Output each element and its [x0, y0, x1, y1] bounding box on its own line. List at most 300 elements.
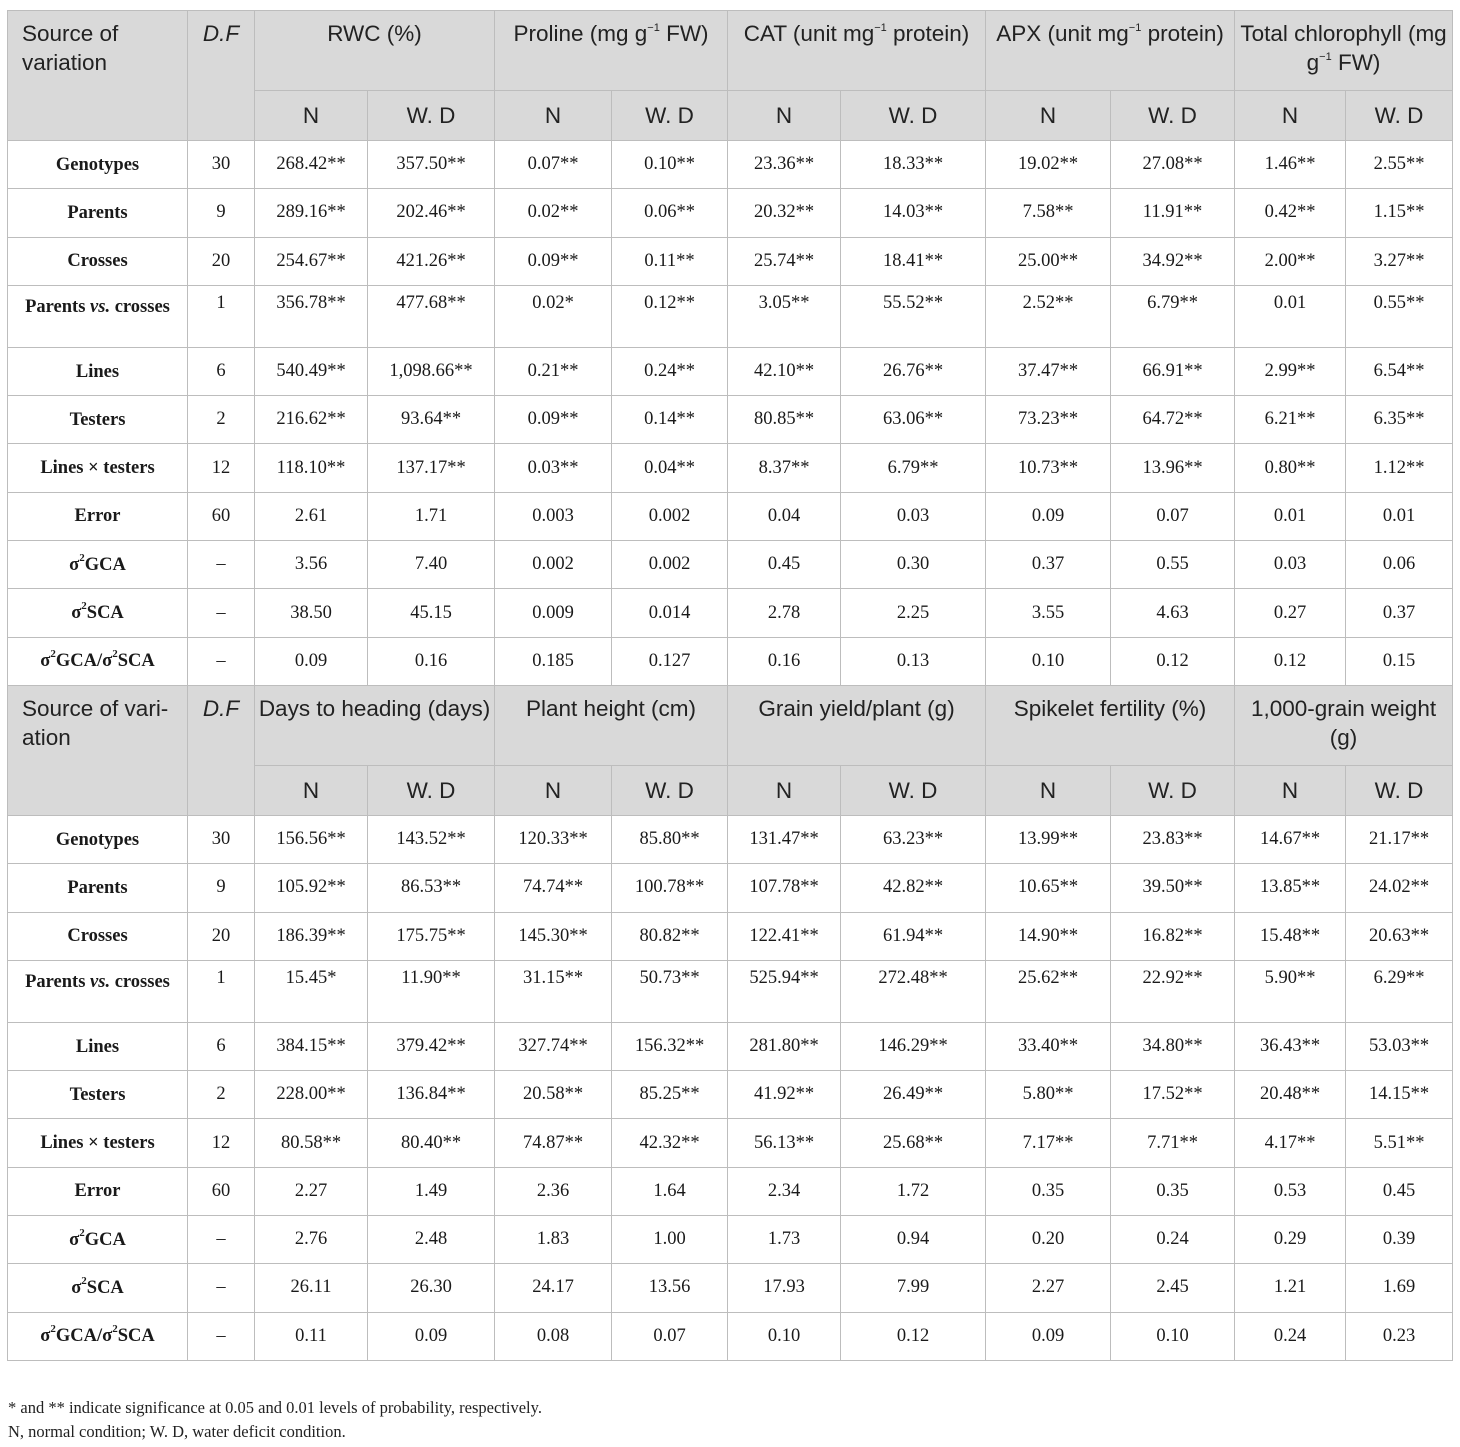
table-row — [8, 637, 1453, 685]
table-cell: 2.27 — [255, 1167, 368, 1215]
table-cell: 14.90** — [986, 912, 1111, 960]
table-cell: 7.71** — [1111, 1119, 1235, 1167]
table-cell: 0.42** — [1235, 189, 1346, 237]
table-cell: 7.58** — [986, 189, 1111, 237]
table-cell: 20.63** — [1346, 912, 1453, 960]
condition-water-deficit-header: W. D — [612, 91, 728, 141]
table-cell: 0.02** — [495, 189, 612, 237]
table-cell: 3.27** — [1346, 237, 1453, 285]
table-cell: 27.08** — [1111, 141, 1235, 189]
trait-header-text: Total chlorophyll (mg g — [1240, 21, 1447, 75]
table-cell: 0.55 — [1111, 541, 1235, 589]
table-cell: 0.16 — [368, 637, 495, 685]
condition-normal-header: N — [255, 765, 368, 815]
row-df: 9 — [188, 864, 255, 912]
row-df: 1 — [188, 960, 255, 1022]
table-cell: 0.14** — [612, 396, 728, 444]
table-cell: 0.09** — [495, 396, 612, 444]
row-df: 60 — [188, 492, 255, 540]
table-cell: 2.78 — [728, 589, 841, 637]
table-cell: 0.04** — [612, 444, 728, 492]
table-cell: 85.25** — [612, 1071, 728, 1119]
trait-header-text: Spikelet fertility (%) — [1013, 695, 1207, 721]
table-cell: 55.52** — [841, 285, 986, 347]
row-label: $\sigma^2GCA/\sigma^2SCA$ — [8, 637, 188, 685]
row-label: Crosses — [8, 237, 188, 285]
table-cell: 156.32** — [612, 1022, 728, 1070]
row-label: Parents — [8, 864, 188, 912]
condition-normal-header: N — [1235, 91, 1346, 141]
table-cell: 1.69 — [1346, 1264, 1453, 1312]
table-cell: 0.37 — [1346, 589, 1453, 637]
table-cell: 1.83 — [495, 1216, 612, 1264]
table-cell: 20.58** — [495, 1071, 612, 1119]
table-cell: 53.03** — [1346, 1022, 1453, 1070]
row-df: 9 — [188, 189, 255, 237]
trait-header — [728, 11, 986, 91]
table-row — [8, 1167, 1453, 1215]
table-cell: 2.55** — [1346, 141, 1453, 189]
trait-header — [986, 685, 1235, 765]
table-cell: 2.61 — [255, 492, 368, 540]
trait-header — [255, 11, 495, 91]
table-cell: 1.21 — [1235, 1264, 1346, 1312]
table-cell: 18.41** — [841, 237, 986, 285]
table-cell: 0.55** — [1346, 285, 1453, 347]
table-cell: 63.06** — [841, 396, 986, 444]
row-label: $\sigma^2GCA$ — [8, 1216, 188, 1264]
table-row — [8, 960, 1453, 1022]
table-cell: 21.17** — [1346, 815, 1453, 863]
trait-header-unit: FW) — [1331, 50, 1381, 75]
table-row — [8, 1119, 1453, 1167]
trait-header-text: RWC (%) — [327, 21, 422, 46]
table-row — [8, 864, 1453, 912]
trait-header-unit: FW) — [659, 21, 709, 46]
table-cell: 74.74** — [495, 864, 612, 912]
table-cell: 0.09 — [986, 1312, 1111, 1360]
condition-normal-header: N — [728, 765, 841, 815]
table-cell: 42.10** — [728, 347, 841, 395]
table-row — [8, 1022, 1453, 1070]
table-cell: 2.99** — [1235, 347, 1346, 395]
table-cell: 14.03** — [841, 189, 986, 237]
table-cell: 0.002 — [495, 541, 612, 589]
table-cell: 0.10 — [728, 1312, 841, 1360]
condition-water-deficit-header: W. D — [841, 765, 986, 815]
table-cell: 146.29** — [841, 1022, 986, 1070]
table-cell: 36.43** — [1235, 1022, 1346, 1070]
table-cell: 34.92** — [1111, 237, 1235, 285]
table-cell: 143.52** — [368, 815, 495, 863]
table-row — [8, 285, 1453, 347]
table-row — [8, 189, 1453, 237]
row-label: Lines × testers — [8, 1119, 188, 1167]
table-cell: 50.73** — [612, 960, 728, 1022]
table-cell: 22.92** — [1111, 960, 1235, 1022]
trait-header-unit: protein) — [886, 21, 970, 46]
table-cell: 24.17 — [495, 1264, 612, 1312]
table-cell: 13.96** — [1111, 444, 1235, 492]
table-cell: 1.46** — [1235, 141, 1346, 189]
table-cell: 25.68** — [841, 1119, 986, 1167]
trait-header — [495, 685, 728, 765]
footnote-abbreviations: N, normal condition; W. D, water deficit condition. — [8, 1422, 346, 1441]
table-cell: 6.35** — [1346, 396, 1453, 444]
row-label: Genotypes — [8, 141, 188, 189]
table-cell: 3.56 — [255, 541, 368, 589]
table-cell: 2.36 — [495, 1167, 612, 1215]
table-cell: 379.42** — [368, 1022, 495, 1070]
row-df: 1 — [188, 285, 255, 347]
table-cell: 0.35 — [1111, 1167, 1235, 1215]
table-cell: 0.27 — [1235, 589, 1346, 637]
table-cell: 31.15** — [495, 960, 612, 1022]
df-header: D.F — [188, 11, 255, 141]
row-label: Parents vs. crosses — [8, 960, 188, 1022]
table-row — [8, 492, 1453, 540]
condition-water-deficit-header: W. D — [612, 765, 728, 815]
table-cell: 0.10 — [1111, 1312, 1235, 1360]
table-cell: 0.185 — [495, 637, 612, 685]
table-cell: 0.07 — [1111, 492, 1235, 540]
table-cell: 0.014 — [612, 589, 728, 637]
table-cell: 80.58** — [255, 1119, 368, 1167]
table-cell: 0.12** — [612, 285, 728, 347]
condition-normal-header: N — [495, 765, 612, 815]
row-df: 6 — [188, 1022, 255, 1070]
condition-normal-header: N — [728, 91, 841, 141]
trait-header-text: Grain yield/plant (g) — [758, 695, 955, 721]
table-cell: 17.52** — [1111, 1071, 1235, 1119]
table-cell: 80.40** — [368, 1119, 495, 1167]
table-cell: 13.56 — [612, 1264, 728, 1312]
table-row — [8, 444, 1453, 492]
table-row — [8, 237, 1453, 285]
table-row — [8, 1312, 1453, 1360]
row-label: Genotypes — [8, 815, 188, 863]
table-cell: 1.73 — [728, 1216, 841, 1264]
condition-water-deficit-header: W. D — [368, 91, 495, 141]
trait-header-superscript: −1 — [647, 21, 660, 34]
condition-water-deficit-header: W. D — [1111, 91, 1235, 141]
table-cell: 0.03 — [841, 492, 986, 540]
table-cell: 13.85** — [1235, 864, 1346, 912]
trait-header-text: Proline (mg g — [513, 21, 648, 46]
row-df: – — [188, 1216, 255, 1264]
row-df: 6 — [188, 347, 255, 395]
table-cell: 26.11 — [255, 1264, 368, 1312]
table-cell: 0.35 — [986, 1167, 1111, 1215]
anova-table — [7, 10, 1453, 1361]
trait-header-text: APX (unit mg — [996, 21, 1129, 46]
table-cell: 13.99** — [986, 815, 1111, 863]
table-cell: 477.68** — [368, 285, 495, 347]
table-cell: 0.01 — [1235, 492, 1346, 540]
source-of-variation-header: Source of variation — [8, 11, 188, 141]
table-cell: 0.10** — [612, 141, 728, 189]
table-cell: 0.01 — [1235, 285, 1346, 347]
table-cell: 11.91** — [1111, 189, 1235, 237]
table-cell: 18.33** — [841, 141, 986, 189]
table-cell: 356.78** — [255, 285, 368, 347]
table-cell: 80.85** — [728, 396, 841, 444]
table-cell: 120.33** — [495, 815, 612, 863]
table-cell: 327.74** — [495, 1022, 612, 1070]
table-cell: 11.90** — [368, 960, 495, 1022]
trait-header-superscript: −1 — [1128, 21, 1142, 34]
table-cell: 107.78** — [728, 864, 841, 912]
table-cell: 216.62** — [255, 396, 368, 444]
table-cell: 3.55 — [986, 589, 1111, 637]
table-cell: 80.82** — [612, 912, 728, 960]
table-cell: 2.27 — [986, 1264, 1111, 1312]
table-cell: 136.84** — [368, 1071, 495, 1119]
table-cell: 1.00 — [612, 1216, 728, 1264]
row-df: 20 — [188, 912, 255, 960]
row-df: 12 — [188, 444, 255, 492]
table-cell: 0.003 — [495, 492, 612, 540]
row-df: 12 — [188, 1119, 255, 1167]
row-df: – — [188, 541, 255, 589]
table-cell: 0.11 — [255, 1312, 368, 1360]
table-cell: 10.65** — [986, 864, 1111, 912]
table-cell: 0.07 — [612, 1312, 728, 1360]
table-cell: 384.15** — [255, 1022, 368, 1070]
table-cell: 0.94 — [841, 1216, 986, 1264]
table-row — [8, 1216, 1453, 1264]
row-df: – — [188, 637, 255, 685]
row-df: – — [188, 1264, 255, 1312]
table-cell: 0.12 — [1235, 637, 1346, 685]
table-row — [8, 815, 1453, 863]
table-cell: 0.15 — [1346, 637, 1453, 685]
trait-header-text: Plant height (cm) — [525, 695, 697, 721]
table-cell: 105.92** — [255, 864, 368, 912]
row-label: Testers — [8, 396, 188, 444]
table-cell: 37.47** — [986, 347, 1111, 395]
table-cell: 15.48** — [1235, 912, 1346, 960]
table-cell: 39.50** — [1111, 864, 1235, 912]
table-cell: 38.50 — [255, 589, 368, 637]
row-label: $\sigma^2GCA/\sigma^2SCA$ — [8, 1312, 188, 1360]
table-cell: 525.94** — [728, 960, 841, 1022]
table-cell: 7.99 — [841, 1264, 986, 1312]
table-cell: 254.67** — [255, 237, 368, 285]
table-cell: 42.32** — [612, 1119, 728, 1167]
table-cell: 85.80** — [612, 815, 728, 863]
table-cell: 281.80** — [728, 1022, 841, 1070]
table-cell: 0.24** — [612, 347, 728, 395]
row-df: 30 — [188, 815, 255, 863]
trait-header-unit: protein) — [1141, 21, 1224, 46]
table-cell: 1.72 — [841, 1167, 986, 1215]
table-cell: 7.17** — [986, 1119, 1111, 1167]
table-row — [8, 396, 1453, 444]
table-cell: 0.09 — [986, 492, 1111, 540]
table-cell: 0.80** — [1235, 444, 1346, 492]
table-cell: 6.54** — [1346, 347, 1453, 395]
table-cell: 2.00** — [1235, 237, 1346, 285]
table-cell: 0.09** — [495, 237, 612, 285]
row-df: 60 — [188, 1167, 255, 1215]
row-df: 20 — [188, 237, 255, 285]
source-of-variation-header: Source of vari- ation — [8, 685, 188, 815]
table-cell: 5.90** — [1235, 960, 1346, 1022]
trait-header-text: CAT (unit mg — [743, 21, 875, 46]
condition-normal-header: N — [1235, 765, 1346, 815]
table-cell: 0.29 — [1235, 1216, 1346, 1264]
table-cell: 0.39 — [1346, 1216, 1453, 1264]
trait-header — [986, 11, 1235, 91]
trait-header — [495, 11, 728, 91]
table-cell: 2.52** — [986, 285, 1111, 347]
table-cell: 42.82** — [841, 864, 986, 912]
table-cell: 24.02** — [1346, 864, 1453, 912]
table-cell: 1.64 — [612, 1167, 728, 1215]
table-cell: 1.12** — [1346, 444, 1453, 492]
table-cell: 25.62** — [986, 960, 1111, 1022]
table-cell: 0.06 — [1346, 541, 1453, 589]
table-cell: 0.02* — [495, 285, 612, 347]
table-cell: 14.15** — [1346, 1071, 1453, 1119]
table-cell: 0.08 — [495, 1312, 612, 1360]
table-cell: 0.23 — [1346, 1312, 1453, 1360]
table-row — [8, 1264, 1453, 1312]
table-cell: 6.21** — [1235, 396, 1346, 444]
table-cell: 137.17** — [368, 444, 495, 492]
table-cell: 64.72** — [1111, 396, 1235, 444]
table-cell: 25.74** — [728, 237, 841, 285]
table-row — [8, 589, 1453, 637]
table-cell: 41.92** — [728, 1071, 841, 1119]
row-label: $\sigma^2SCA$ — [8, 589, 188, 637]
table-cell: 2.25 — [841, 589, 986, 637]
bottom-header-row — [8, 685, 1453, 765]
table-row — [8, 1071, 1453, 1119]
table-row — [8, 141, 1453, 189]
table-cell: 0.16 — [728, 637, 841, 685]
table-cell: 10.73** — [986, 444, 1111, 492]
table-cell: 0.53 — [1235, 1167, 1346, 1215]
trait-header — [255, 685, 495, 765]
table-cell: 19.02** — [986, 141, 1111, 189]
table-cell: 2.48 — [368, 1216, 495, 1264]
condition-water-deficit-header: W. D — [368, 765, 495, 815]
table-cell: 2.76 — [255, 1216, 368, 1264]
table-cell: 0.127 — [612, 637, 728, 685]
table-cell: 0.20 — [986, 1216, 1111, 1264]
table-cell: 1,098.66** — [368, 347, 495, 395]
table-cell: 73.23** — [986, 396, 1111, 444]
table-cell: 156.56** — [255, 815, 368, 863]
table-cell: 0.37 — [986, 541, 1111, 589]
table-cell: 23.36** — [728, 141, 841, 189]
table-cell: 66.91** — [1111, 347, 1235, 395]
table-cell: 20.48** — [1235, 1071, 1346, 1119]
table-cell: 0.24 — [1235, 1312, 1346, 1360]
row-df: – — [188, 589, 255, 637]
table-cell: 5.80** — [986, 1071, 1111, 1119]
top-header-row — [8, 11, 1453, 91]
table-cell: 2.45 — [1111, 1264, 1235, 1312]
row-label: Lines — [8, 347, 188, 395]
table-cell: 122.41** — [728, 912, 841, 960]
table-cell: 0.07** — [495, 141, 612, 189]
table-cell: 17.93 — [728, 1264, 841, 1312]
footnote-significance: * and ** indicate significance at 0.05 and 0.01 levels of probability, respectively. — [8, 1398, 542, 1417]
table-cell: 0.09 — [368, 1312, 495, 1360]
condition-normal-header: N — [986, 765, 1111, 815]
table-cell: 0.06** — [612, 189, 728, 237]
trait-header — [728, 685, 986, 765]
table-cell: 0.03 — [1235, 541, 1346, 589]
table-row — [8, 347, 1453, 395]
table-cell: 175.75** — [368, 912, 495, 960]
row-df: 2 — [188, 396, 255, 444]
trait-header-text: Days to heading (days) — [258, 695, 491, 721]
condition-water-deficit-header: W. D — [841, 91, 986, 141]
table-cell: 33.40** — [986, 1022, 1111, 1070]
row-label: Lines — [8, 1022, 188, 1070]
table-cell: 0.45 — [728, 541, 841, 589]
table-cell: 0.30 — [841, 541, 986, 589]
table-cell: 118.10** — [255, 444, 368, 492]
table-cell: 6.79** — [841, 444, 986, 492]
table-cell: 268.42** — [255, 141, 368, 189]
table-cell: 131.47** — [728, 815, 841, 863]
table-cell: 0.21** — [495, 347, 612, 395]
df-header: D.F — [188, 685, 255, 815]
table-cell: 23.83** — [1111, 815, 1235, 863]
table-cell: 25.00** — [986, 237, 1111, 285]
table-cell: 421.26** — [368, 237, 495, 285]
row-label: Error — [8, 492, 188, 540]
table-cell: 26.76** — [841, 347, 986, 395]
table-cell: 14.67** — [1235, 815, 1346, 863]
table-cell: 16.82** — [1111, 912, 1235, 960]
table-cell: 1.49 — [368, 1167, 495, 1215]
table-cell: 26.49** — [841, 1071, 986, 1119]
table-cell: 0.009 — [495, 589, 612, 637]
table-cell: 0.01 — [1346, 492, 1453, 540]
table-cell: 1.15** — [1346, 189, 1453, 237]
table-cell: 0.03** — [495, 444, 612, 492]
table-cell: 6.79** — [1111, 285, 1235, 347]
row-label: $\sigma^2GCA$ — [8, 541, 188, 589]
table-cell: 540.49** — [255, 347, 368, 395]
row-label: Error — [8, 1167, 188, 1215]
table-row — [8, 912, 1453, 960]
table-cell: 0.09 — [255, 637, 368, 685]
row-label: Testers — [8, 1071, 188, 1119]
table-cell: 74.87** — [495, 1119, 612, 1167]
table-cell: 202.46** — [368, 189, 495, 237]
table-cell: 45.15 — [368, 589, 495, 637]
anova-table-body — [8, 11, 1453, 1361]
trait-header — [1235, 11, 1453, 91]
table-footnotes — [8, 1396, 542, 1444]
table-cell: 4.63 — [1111, 589, 1235, 637]
table-cell: 26.30 — [368, 1264, 495, 1312]
condition-water-deficit-header: W. D — [1346, 91, 1453, 141]
table-cell: 0.24 — [1111, 1216, 1235, 1264]
table-cell: 3.05** — [728, 285, 841, 347]
trait-header-text: 1,000-grain weight (g) — [1250, 695, 1437, 750]
table-cell: 1.71 — [368, 492, 495, 540]
table-cell: 0.45 — [1346, 1167, 1453, 1215]
row-label: $\sigma^2SCA$ — [8, 1264, 188, 1312]
